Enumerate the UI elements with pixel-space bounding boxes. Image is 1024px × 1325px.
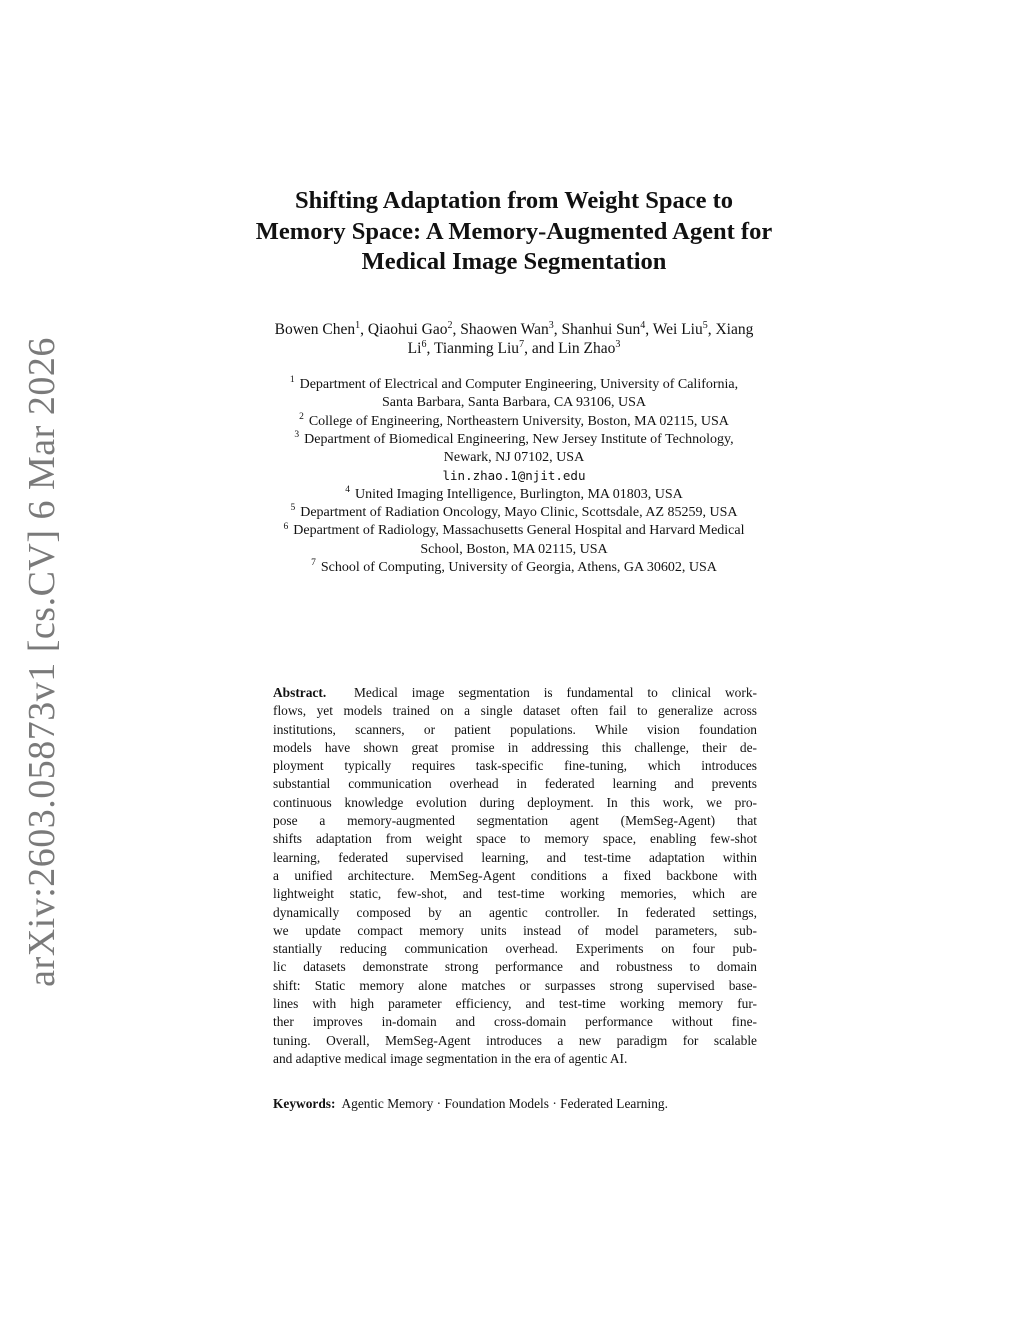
author-name: Lin Zhao xyxy=(558,340,616,357)
abstract-line: lightweight static, few-shot, and test-time working memories, which are xyxy=(273,886,757,902)
affiliation-1 xyxy=(212,376,816,394)
affiliation-text: United Imaging Intelligence, Burlington, MA 01803, USA xyxy=(354,486,683,502)
affiliation-number: 7 xyxy=(311,558,316,569)
affiliation-7 xyxy=(212,559,816,577)
author-line xyxy=(212,320,816,339)
author-name: Shaowen Wan xyxy=(460,321,549,338)
author-separator: , and xyxy=(524,340,559,357)
paper-title xyxy=(212,186,816,278)
author-name-part: Li xyxy=(407,340,422,357)
affiliation-6 xyxy=(212,522,816,540)
author-name: Bowen Chen xyxy=(274,321,356,338)
author-separator: , xyxy=(645,321,653,338)
keywords xyxy=(273,1095,763,1113)
abstract-label: Abstract. xyxy=(273,685,327,700)
author-line xyxy=(212,339,816,358)
author-name-part: Xiang xyxy=(715,321,754,338)
affiliation-text: Department of Radiology, Massachusetts General Hospital and Harvard Medical xyxy=(293,523,745,539)
title-line: Shifting Adaptation from Weight Space to xyxy=(294,187,734,214)
abstract-line: we update compact memory units instead of model parameters, sub- xyxy=(273,922,757,938)
affiliation-6-cont: School, Boston, MA 02115, USA xyxy=(420,541,608,557)
author-affiliation-mark: 3 xyxy=(548,319,554,331)
affiliation-3 xyxy=(212,431,816,449)
author-separator: , xyxy=(360,321,368,338)
affiliation-number: 5 xyxy=(290,503,296,514)
affiliation-text: College of Engineering, Northeastern University, Boston, MA 02115, USA xyxy=(308,413,729,429)
title-line: Memory Space: A Memory-Augmented Agent for xyxy=(255,217,773,245)
abstract-line: dynamically composed by an agentic controller. In federated settings, xyxy=(273,904,757,920)
keywords-label: Keywords: xyxy=(273,1096,336,1111)
affiliation-text: Department of Electrical and Computer Engineering, University of California, xyxy=(299,377,739,392)
affiliation-number: 2 xyxy=(299,411,304,422)
author-name: Shanhui Sun xyxy=(561,321,641,338)
abstract-line: tuning. Overall, MemSeg-Agent introduces a new paradigm for scalable xyxy=(273,1032,757,1048)
author-separator: , xyxy=(707,321,716,338)
abstract-line: lic datasets demonstrate strong performance and robustness to domain xyxy=(273,959,757,975)
abstract-line: pose a memory-augmented segmentation agent (MemSeg-Agent) that xyxy=(273,813,757,829)
author-affiliation-mark: 2 xyxy=(447,319,453,331)
author-name: Wei Liu xyxy=(652,321,703,338)
author-affiliation-mark: 6 xyxy=(421,338,427,350)
affiliation-number: 1 xyxy=(289,375,295,386)
abstract-line: flows, yet models trained on a single dataset often fail to generalize across xyxy=(273,703,757,719)
keywords-text: Agentic Memory · Foundation Models · Federated Learning. xyxy=(341,1096,668,1111)
abstract-line: continuous knowledge evolution during deployment. In this work, we pro- xyxy=(273,794,757,810)
author-affiliation-mark: 5 xyxy=(702,319,708,331)
abstract-line: and adaptive medical image segmentation in the era of agentic AI. xyxy=(273,1050,628,1066)
abstract-line: a unified architecture. MemSeg-Agent conditions a fixed backbone with xyxy=(273,867,757,883)
affiliation-text: School of Computing, University of Georgia, Athens, GA 30602, USA xyxy=(320,559,717,575)
affiliation-text: Department of Radiation Oncology, Mayo Clinic, Scottsdale, AZ 85259, USA xyxy=(300,505,738,521)
abstract-line: institutions, scanners, or patient populations. While vision foundation xyxy=(273,721,757,737)
affiliation-4 xyxy=(212,486,816,504)
abstract-line: ther improves in-domain and cross-domain performance without fine- xyxy=(273,1014,757,1030)
affiliation-text: Department of Biomedical Engineering, New Jersey Institute of Technology, xyxy=(304,431,734,447)
abstract-line: lines with high parameter efficiency, and test-time working memory fur- xyxy=(273,996,757,1012)
affiliation-2 xyxy=(212,413,816,431)
abstract xyxy=(273,684,757,1068)
abstract-line: stantially reducing communication overhead. Experiments on four pub- xyxy=(273,941,757,957)
title-line: Medical Image Segmentation xyxy=(361,248,667,275)
affiliation-list xyxy=(212,376,816,577)
affiliation-5 xyxy=(212,504,816,522)
abstract-line: models have shown great promise in addressing this challenge, their de- xyxy=(273,739,757,755)
abstract-line: substantial communication overhead in federated learning and prevents xyxy=(273,776,757,792)
arxiv-identifier: arXiv:2603.05873v1 [cs.CV] 6 Mar 2026 xyxy=(21,337,63,987)
author-affiliation-mark: 3 xyxy=(615,338,621,350)
abstract-line xyxy=(273,684,757,702)
abstract-line: shifts adaptation from weight space to memory space, enabling few-shot xyxy=(273,831,757,847)
author-affiliation-mark: 4 xyxy=(640,319,646,331)
affiliation-number: 3 xyxy=(294,430,300,441)
affiliation-3-cont: Newark, NJ 07102, USA xyxy=(443,450,585,466)
author-list xyxy=(212,320,816,358)
author-name: Qiaohui Gao xyxy=(367,321,448,338)
abstract-text: Medical image segmentation is fundamental to clinical work- xyxy=(354,685,757,700)
author-separator: , xyxy=(452,321,461,338)
author-separator: , xyxy=(553,321,562,338)
corresponding-email: lin.zhao.1@njit.edu xyxy=(442,468,586,484)
author-affiliation-mark: 1 xyxy=(355,319,361,331)
author-affiliation-mark: 7 xyxy=(519,338,525,350)
abstract-line: ployment typically requires task-specific fine-tuning, which introduces xyxy=(273,758,757,774)
author-name: Tianming Liu xyxy=(433,340,520,357)
abstract-line: shift: Static memory alone matches or surpasses strong supervised base- xyxy=(273,977,757,993)
affiliation-number: 4 xyxy=(345,485,350,496)
author-separator: , xyxy=(426,340,434,357)
affiliation-1-cont: Santa Barbara, Santa Barbara, CA 93106, USA xyxy=(382,395,646,411)
abstract-line: learning, federated supervised learning, and test-time adaptation within xyxy=(273,849,757,865)
affiliation-number: 6 xyxy=(283,521,289,532)
